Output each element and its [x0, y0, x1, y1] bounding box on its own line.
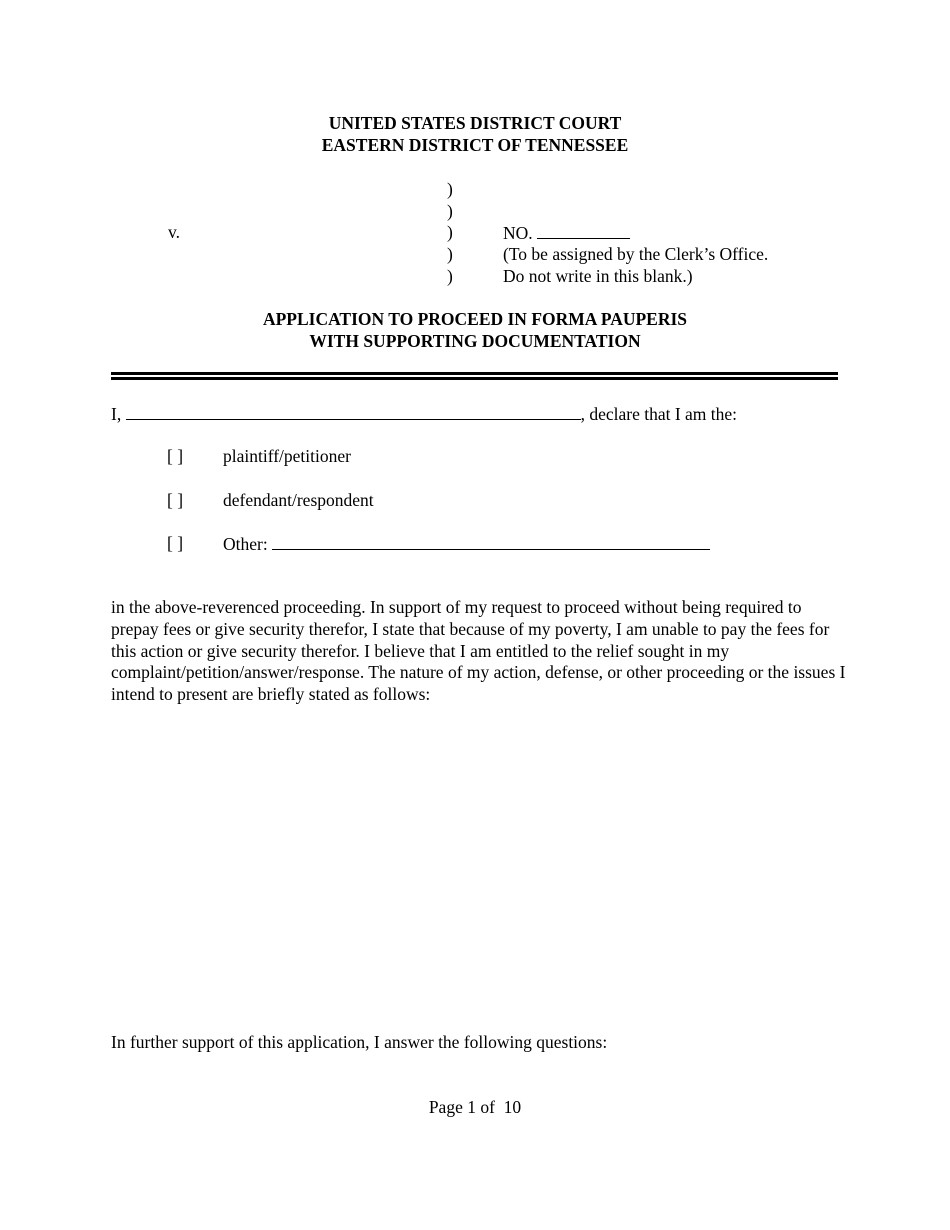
case-number-label: NO.: [503, 223, 533, 243]
application-title: APPLICATION TO PROCEED IN FORMA PAUPERIS: [262, 309, 688, 329]
plaintiff-label: plaintiff/petitioner: [223, 446, 351, 466]
case-number-row: [503, 222, 630, 244]
plaintiff-checkbox[interactable]: [ ]: [167, 446, 184, 466]
defendant-checkbox[interactable]: [ ]: [167, 490, 184, 510]
other-label: Other:: [223, 534, 268, 554]
case-number-note: Do not write in this blank.): [503, 266, 693, 286]
further-support-text: In further support of this application, I answer the following questions:: [111, 1032, 608, 1052]
other-row: [223, 533, 710, 555]
other-field[interactable]: [272, 533, 710, 550]
case-number-note: (To be assigned by the Clerk’s Office.: [503, 244, 769, 264]
caption-paren: ): [447, 244, 453, 264]
caption-paren: ): [447, 266, 453, 286]
versus-label: v.: [168, 222, 180, 242]
divider-rule: [111, 377, 838, 380]
divider-rule: [111, 372, 838, 375]
issues-response-area[interactable]: [111, 715, 838, 1015]
court-name: UNITED STATES DISTRICT COURT: [328, 113, 622, 133]
declaration-line: [111, 403, 737, 425]
other-checkbox[interactable]: [ ]: [167, 533, 184, 553]
case-number-field[interactable]: [537, 222, 630, 239]
caption-paren: ): [447, 222, 453, 242]
declaration-suffix: , declare that I am the:: [580, 404, 738, 424]
caption-paren: ): [447, 179, 453, 199]
defendant-label: defendant/respondent: [223, 490, 374, 510]
statement-paragraph: in the above-reverenced proceeding. In support of my request to proceed without being required to prepay fees or give security therefor, I state that because of my poverty, I am unable to pay the fees for this action or give security therefor. I believe that I am entitled to the relief sought in my complaint/petition/answer/response. The nature of my action, defense, or other proceeding or the issues I intend to present are briefly stated as follows:: [111, 597, 846, 705]
page-number: Page 1 of 10: [428, 1097, 522, 1117]
application-subtitle: WITH SUPPORTING DOCUMENTATION: [309, 331, 641, 351]
declarant-name-field[interactable]: [126, 403, 581, 420]
court-district: EASTERN DISTRICT OF TENNESSEE: [321, 135, 629, 155]
declaration-prefix: I,: [111, 404, 122, 424]
caption-paren: ): [447, 201, 453, 221]
